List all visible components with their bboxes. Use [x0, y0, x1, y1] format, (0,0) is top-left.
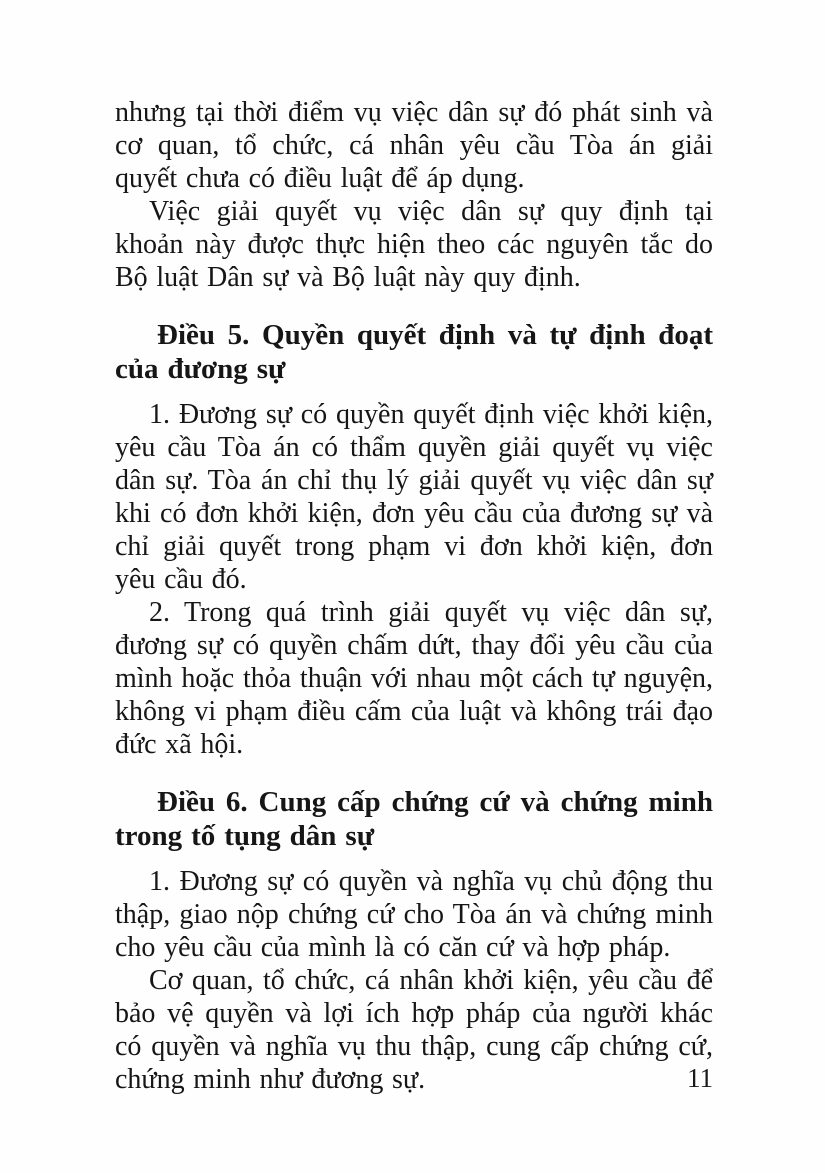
paragraph-continuation: nhưng tại thời điểm vụ việc dân sự đó phát sinh và cơ quan, tổ chức, cá nhân yêu cầu Tòa án giải quyết chưa có điều luật để áp dụng.	[115, 97, 713, 194]
paragraph: Cơ quan, tổ chức, cá nhân khởi kiện, yêu cầu để bảo vệ quyền và lợi ích hợp pháp của người khác có quyền và nghĩa vụ thu thập, cung cấp chứng cứ, chứng minh như đương sự.	[115, 965, 713, 1095]
page-content	[115, 96, 713, 1096]
paragraph: 2. Trong quá trình giải quyết vụ việc dân sự, đương sự có quyền chấm dứt, thay đổi yêu cầu của mình hoặc thỏa thuận với nhau một cách tự nguyện, không vi phạm điều cấm của luật và không trái đạo đức xã hội.	[115, 597, 713, 760]
article-6-heading: Điều 6. Cung cấp chứng cứ và chứng minh trong tố tụng dân sự	[115, 786, 713, 852]
paragraph: 1. Đương sự có quyền và nghĩa vụ chủ động thu thập, giao nộp chứng cứ cho Tòa án và chứng minh cho yêu cầu của mình là có căn cứ và hợp pháp.	[115, 866, 713, 963]
paragraph: Việc giải quyết vụ việc dân sự quy định tại khoản này được thực hiện theo các nguyên tắc do Bộ luật Dân sự và Bộ luật này quy định.	[115, 196, 713, 293]
paragraph: 1. Đương sự có quyền quyết định việc khởi kiện, yêu cầu Tòa án có thẩm quyền giải quyết vụ việc dân sự. Tòa án chỉ thụ lý giải quyết vụ việc dân sự khi có đơn khởi kiện, đơn yêu cầu của đương sự và chỉ giải quyết trong phạm vi đơn khởi kiện, đơn yêu cầu đó.	[115, 399, 713, 595]
page-number: 11	[687, 1063, 713, 1093]
article-5-heading: Điều 5. Quyền quyết định và tự định đoạt của đương sự	[115, 319, 713, 385]
